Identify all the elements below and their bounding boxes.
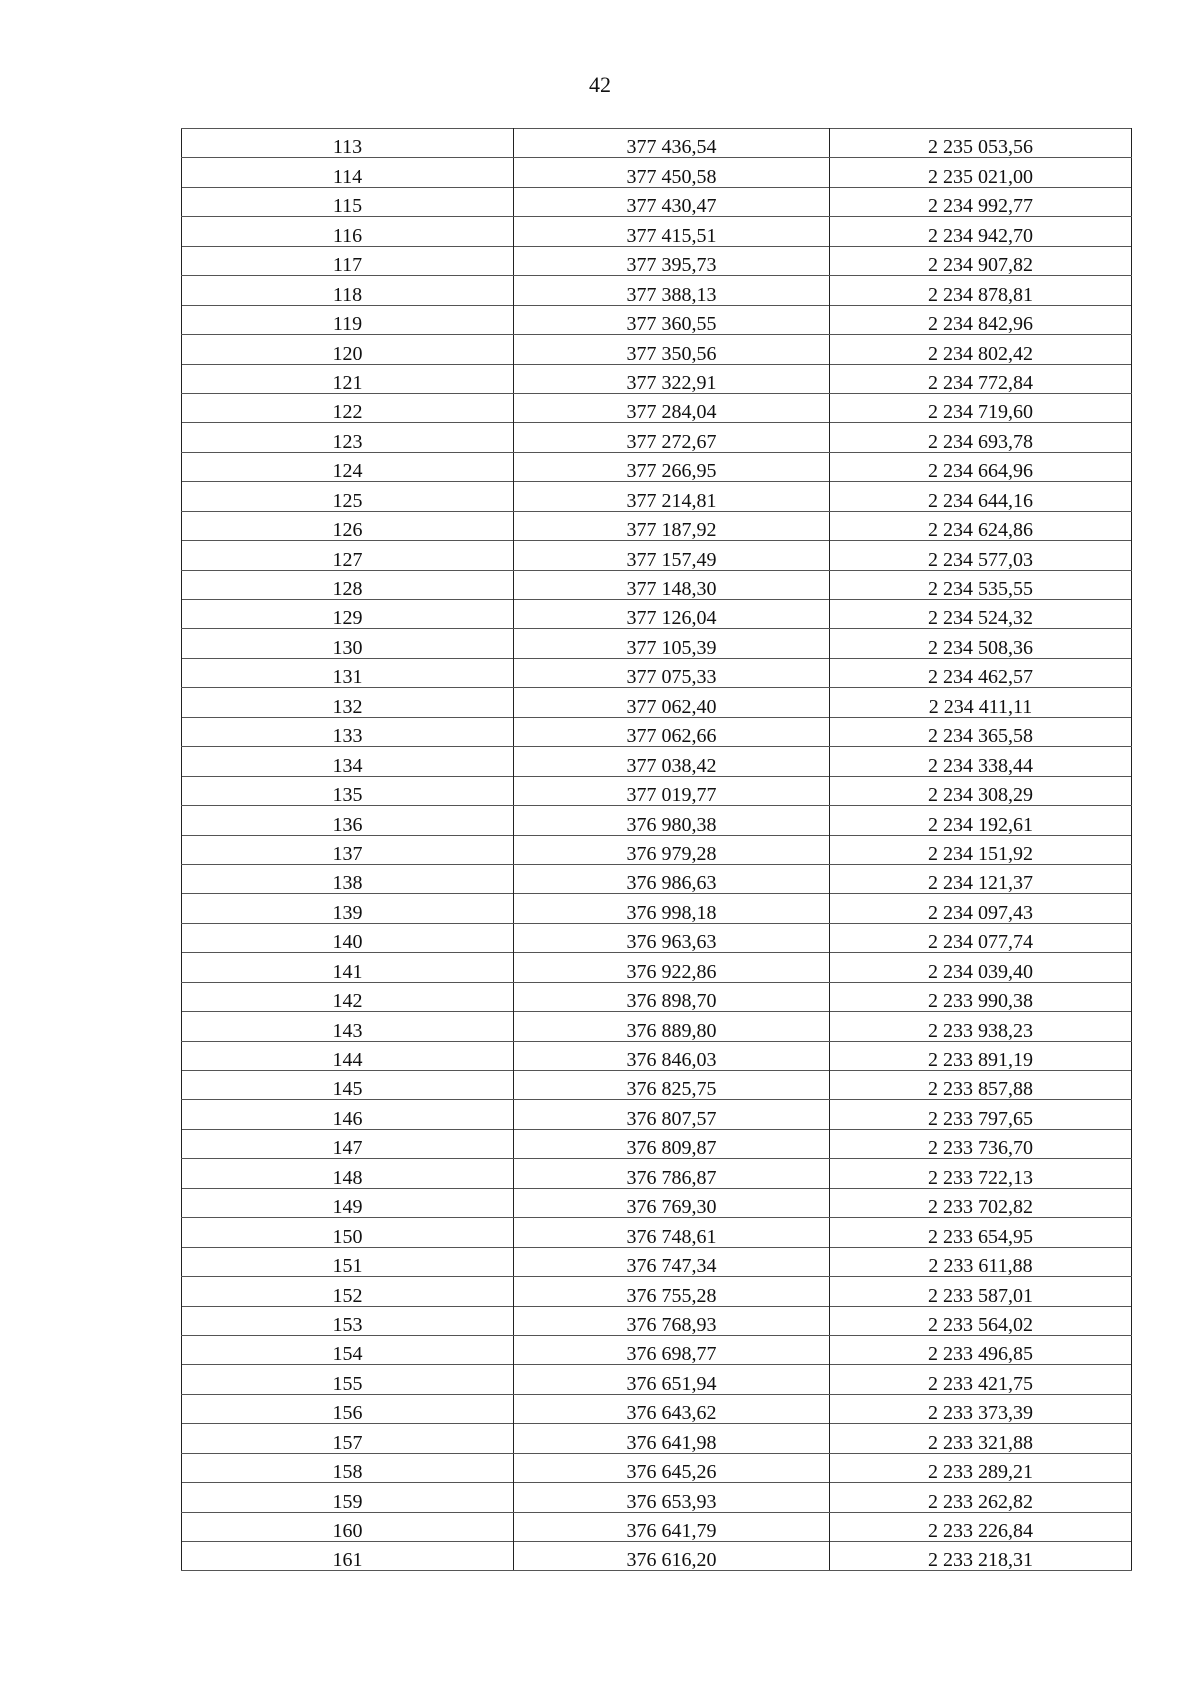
y-coordinate-cell: 2 234 338,44 <box>830 747 1132 776</box>
y-coordinate-cell: 2 233 938,23 <box>830 1012 1132 1041</box>
y-coordinate-cell: 2 233 218,31 <box>830 1542 1132 1571</box>
point-number-cell: 130 <box>182 629 514 658</box>
y-coordinate-cell: 2 235 053,56 <box>830 129 1132 158</box>
table-row <box>182 246 1132 275</box>
table-row <box>182 1453 1132 1482</box>
y-coordinate-cell: 2 234 772,84 <box>830 364 1132 393</box>
table-row <box>182 776 1132 805</box>
point-number-cell: 115 <box>182 187 514 216</box>
table-row <box>182 1365 1132 1394</box>
table-row <box>182 305 1132 334</box>
point-number-cell: 158 <box>182 1453 514 1482</box>
x-coordinate-cell: 377 266,95 <box>514 452 830 481</box>
point-number-cell: 131 <box>182 658 514 687</box>
point-number-cell: 114 <box>182 158 514 187</box>
y-coordinate-cell: 2 233 990,38 <box>830 982 1132 1011</box>
x-coordinate-cell: 376 807,57 <box>514 1100 830 1129</box>
table-row <box>182 187 1132 216</box>
y-coordinate-cell: 2 234 802,42 <box>830 335 1132 364</box>
x-coordinate-cell: 376 980,38 <box>514 806 830 835</box>
y-coordinate-cell: 2 233 262,82 <box>830 1483 1132 1512</box>
y-coordinate-cell: 2 233 373,39 <box>830 1394 1132 1423</box>
point-number-cell: 151 <box>182 1247 514 1276</box>
point-number-cell: 148 <box>182 1159 514 1188</box>
x-coordinate-cell: 376 755,28 <box>514 1277 830 1306</box>
point-number-cell: 161 <box>182 1542 514 1571</box>
point-number-cell: 156 <box>182 1394 514 1423</box>
table-row <box>182 717 1132 746</box>
table-row <box>182 835 1132 864</box>
x-coordinate-cell: 376 979,28 <box>514 835 830 864</box>
table-row <box>182 1012 1132 1041</box>
coordinates-table <box>181 128 1132 1571</box>
x-coordinate-cell: 377 430,47 <box>514 187 830 216</box>
x-coordinate-cell: 376 645,26 <box>514 1453 830 1482</box>
x-coordinate-cell: 377 105,39 <box>514 629 830 658</box>
point-number-cell: 139 <box>182 894 514 923</box>
x-coordinate-cell: 376 747,34 <box>514 1247 830 1276</box>
x-coordinate-cell: 376 963,63 <box>514 923 830 952</box>
point-number-cell: 121 <box>182 364 514 393</box>
table-row <box>182 158 1132 187</box>
point-number-cell: 143 <box>182 1012 514 1041</box>
y-coordinate-cell: 2 234 192,61 <box>830 806 1132 835</box>
point-number-cell: 117 <box>182 246 514 275</box>
point-number-cell: 153 <box>182 1306 514 1335</box>
point-number-cell: 134 <box>182 747 514 776</box>
table-row <box>182 1335 1132 1364</box>
table-row <box>182 423 1132 452</box>
point-number-cell: 122 <box>182 393 514 422</box>
y-coordinate-cell: 2 233 722,13 <box>830 1159 1132 1188</box>
y-coordinate-cell: 2 233 891,19 <box>830 1041 1132 1070</box>
x-coordinate-cell: 376 825,75 <box>514 1071 830 1100</box>
point-number-cell: 135 <box>182 776 514 805</box>
x-coordinate-cell: 376 786,87 <box>514 1159 830 1188</box>
y-coordinate-cell: 2 234 508,36 <box>830 629 1132 658</box>
y-coordinate-cell: 2 234 151,92 <box>830 835 1132 864</box>
table-row <box>182 1071 1132 1100</box>
point-number-cell: 155 <box>182 1365 514 1394</box>
table-row <box>182 1218 1132 1247</box>
table-row <box>182 1129 1132 1158</box>
y-coordinate-cell: 2 234 077,74 <box>830 923 1132 952</box>
x-coordinate-cell: 376 653,93 <box>514 1483 830 1512</box>
x-coordinate-cell: 376 889,80 <box>514 1012 830 1041</box>
y-coordinate-cell: 2 233 321,88 <box>830 1424 1132 1453</box>
point-number-cell: 129 <box>182 600 514 629</box>
x-coordinate-cell: 377 214,81 <box>514 482 830 511</box>
x-coordinate-cell: 377 360,55 <box>514 305 830 334</box>
table-row <box>182 600 1132 629</box>
table-row <box>182 864 1132 893</box>
y-coordinate-cell: 2 233 702,82 <box>830 1188 1132 1217</box>
x-coordinate-cell: 376 616,20 <box>514 1542 830 1571</box>
x-coordinate-cell: 377 075,33 <box>514 658 830 687</box>
point-number-cell: 140 <box>182 923 514 952</box>
table-row <box>182 1188 1132 1217</box>
x-coordinate-cell: 376 898,70 <box>514 982 830 1011</box>
y-coordinate-cell: 2 234 524,32 <box>830 600 1132 629</box>
y-coordinate-cell: 2 234 842,96 <box>830 305 1132 334</box>
x-coordinate-cell: 376 809,87 <box>514 1129 830 1158</box>
point-number-cell: 145 <box>182 1071 514 1100</box>
table-row <box>182 629 1132 658</box>
x-coordinate-cell: 376 922,86 <box>514 953 830 982</box>
table-row <box>182 1247 1132 1276</box>
table-row <box>182 1041 1132 1070</box>
table-row <box>182 335 1132 364</box>
point-number-cell: 141 <box>182 953 514 982</box>
table-row <box>182 511 1132 540</box>
y-coordinate-cell: 2 234 121,37 <box>830 864 1132 893</box>
table-row <box>182 1483 1132 1512</box>
table-row <box>182 953 1132 982</box>
y-coordinate-cell: 2 234 624,86 <box>830 511 1132 540</box>
point-number-cell: 123 <box>182 423 514 452</box>
y-coordinate-cell: 2 234 907,82 <box>830 246 1132 275</box>
x-coordinate-cell: 377 436,54 <box>514 129 830 158</box>
y-coordinate-cell: 2 234 577,03 <box>830 541 1132 570</box>
x-coordinate-cell: 377 450,58 <box>514 158 830 187</box>
table-row <box>182 894 1132 923</box>
y-coordinate-cell: 2 234 878,81 <box>830 276 1132 305</box>
table-row <box>182 541 1132 570</box>
coordinates-table-body <box>182 129 1132 1571</box>
page-number: 42 <box>589 72 611 97</box>
x-coordinate-cell: 377 019,77 <box>514 776 830 805</box>
point-number-cell: 146 <box>182 1100 514 1129</box>
x-coordinate-cell: 376 651,94 <box>514 1365 830 1394</box>
point-number-cell: 147 <box>182 1129 514 1158</box>
point-number-cell: 126 <box>182 511 514 540</box>
y-coordinate-cell: 2 234 097,43 <box>830 894 1132 923</box>
point-number-cell: 124 <box>182 452 514 481</box>
point-number-cell: 118 <box>182 276 514 305</box>
table-row <box>182 806 1132 835</box>
point-number-cell: 119 <box>182 305 514 334</box>
table-row <box>182 1512 1132 1541</box>
x-coordinate-cell: 377 272,67 <box>514 423 830 452</box>
point-number-cell: 127 <box>182 541 514 570</box>
y-coordinate-cell: 2 233 736,70 <box>830 1129 1132 1158</box>
y-coordinate-cell: 2 234 664,96 <box>830 452 1132 481</box>
point-number-cell: 136 <box>182 806 514 835</box>
x-coordinate-cell: 377 388,13 <box>514 276 830 305</box>
point-number-cell: 128 <box>182 570 514 599</box>
table-row <box>182 658 1132 687</box>
y-coordinate-cell: 2 234 644,16 <box>830 482 1132 511</box>
x-coordinate-cell: 377 126,04 <box>514 600 830 629</box>
y-coordinate-cell: 2 234 462,57 <box>830 658 1132 687</box>
table-row <box>182 1159 1132 1188</box>
table-row <box>182 1306 1132 1335</box>
point-number-cell: 149 <box>182 1188 514 1217</box>
x-coordinate-cell: 376 846,03 <box>514 1041 830 1070</box>
table-row <box>182 1100 1132 1129</box>
y-coordinate-cell: 2 234 693,78 <box>830 423 1132 452</box>
y-coordinate-cell: 2 233 564,02 <box>830 1306 1132 1335</box>
table-row <box>182 276 1132 305</box>
y-coordinate-cell: 2 234 039,40 <box>830 953 1132 982</box>
table-row <box>182 1277 1132 1306</box>
y-coordinate-cell: 2 234 719,60 <box>830 393 1132 422</box>
point-number-cell: 144 <box>182 1041 514 1070</box>
x-coordinate-cell: 376 641,79 <box>514 1512 830 1541</box>
y-coordinate-cell: 2 233 226,84 <box>830 1512 1132 1541</box>
point-number-cell: 120 <box>182 335 514 364</box>
table-row <box>182 393 1132 422</box>
x-coordinate-cell: 377 415,51 <box>514 217 830 246</box>
table-row <box>182 570 1132 599</box>
table-row <box>182 688 1132 717</box>
table-row <box>182 1542 1132 1571</box>
y-coordinate-cell: 2 233 587,01 <box>830 1277 1132 1306</box>
y-coordinate-cell: 2 233 857,88 <box>830 1071 1132 1100</box>
x-coordinate-cell: 376 748,61 <box>514 1218 830 1247</box>
x-coordinate-cell: 377 062,40 <box>514 688 830 717</box>
y-coordinate-cell: 2 233 421,75 <box>830 1365 1132 1394</box>
x-coordinate-cell: 376 698,77 <box>514 1335 830 1364</box>
x-coordinate-cell: 377 187,92 <box>514 511 830 540</box>
y-coordinate-cell: 2 233 797,65 <box>830 1100 1132 1129</box>
table-row <box>182 482 1132 511</box>
point-number-cell: 142 <box>182 982 514 1011</box>
table-row <box>182 923 1132 952</box>
x-coordinate-cell: 376 986,63 <box>514 864 830 893</box>
y-coordinate-cell: 2 234 308,29 <box>830 776 1132 805</box>
table-row <box>182 364 1132 393</box>
y-coordinate-cell: 2 233 611,88 <box>830 1247 1132 1276</box>
point-number-cell: 113 <box>182 129 514 158</box>
point-number-cell: 160 <box>182 1512 514 1541</box>
table-row <box>182 217 1132 246</box>
y-coordinate-cell: 2 234 411,11 <box>830 688 1132 717</box>
x-coordinate-cell: 376 769,30 <box>514 1188 830 1217</box>
point-number-cell: 137 <box>182 835 514 864</box>
x-coordinate-cell: 377 322,91 <box>514 364 830 393</box>
y-coordinate-cell: 2 233 654,95 <box>830 1218 1132 1247</box>
x-coordinate-cell: 377 038,42 <box>514 747 830 776</box>
x-coordinate-cell: 377 062,66 <box>514 717 830 746</box>
table-row <box>182 452 1132 481</box>
point-number-cell: 154 <box>182 1335 514 1364</box>
x-coordinate-cell: 377 157,49 <box>514 541 830 570</box>
point-number-cell: 152 <box>182 1277 514 1306</box>
point-number-cell: 150 <box>182 1218 514 1247</box>
table-row <box>182 129 1132 158</box>
y-coordinate-cell: 2 234 365,58 <box>830 717 1132 746</box>
x-coordinate-cell: 376 768,93 <box>514 1306 830 1335</box>
y-coordinate-cell: 2 234 942,70 <box>830 217 1132 246</box>
y-coordinate-cell: 2 234 992,77 <box>830 187 1132 216</box>
x-coordinate-cell: 377 350,56 <box>514 335 830 364</box>
point-number-cell: 157 <box>182 1424 514 1453</box>
point-number-cell: 125 <box>182 482 514 511</box>
x-coordinate-cell: 376 643,62 <box>514 1394 830 1423</box>
y-coordinate-cell: 2 235 021,00 <box>830 158 1132 187</box>
table-row <box>182 982 1132 1011</box>
y-coordinate-cell: 2 233 496,85 <box>830 1335 1132 1364</box>
x-coordinate-cell: 377 395,73 <box>514 246 830 275</box>
x-coordinate-cell: 376 998,18 <box>514 894 830 923</box>
point-number-cell: 132 <box>182 688 514 717</box>
table-row <box>182 1394 1132 1423</box>
x-coordinate-cell: 377 148,30 <box>514 570 830 599</box>
x-coordinate-cell: 377 284,04 <box>514 393 830 422</box>
point-number-cell: 138 <box>182 864 514 893</box>
point-number-cell: 116 <box>182 217 514 246</box>
point-number-cell: 159 <box>182 1483 514 1512</box>
point-number-cell: 133 <box>182 717 514 746</box>
y-coordinate-cell: 2 234 535,55 <box>830 570 1132 599</box>
y-coordinate-cell: 2 233 289,21 <box>830 1453 1132 1482</box>
x-coordinate-cell: 376 641,98 <box>514 1424 830 1453</box>
table-row <box>182 1424 1132 1453</box>
table-row <box>182 747 1132 776</box>
